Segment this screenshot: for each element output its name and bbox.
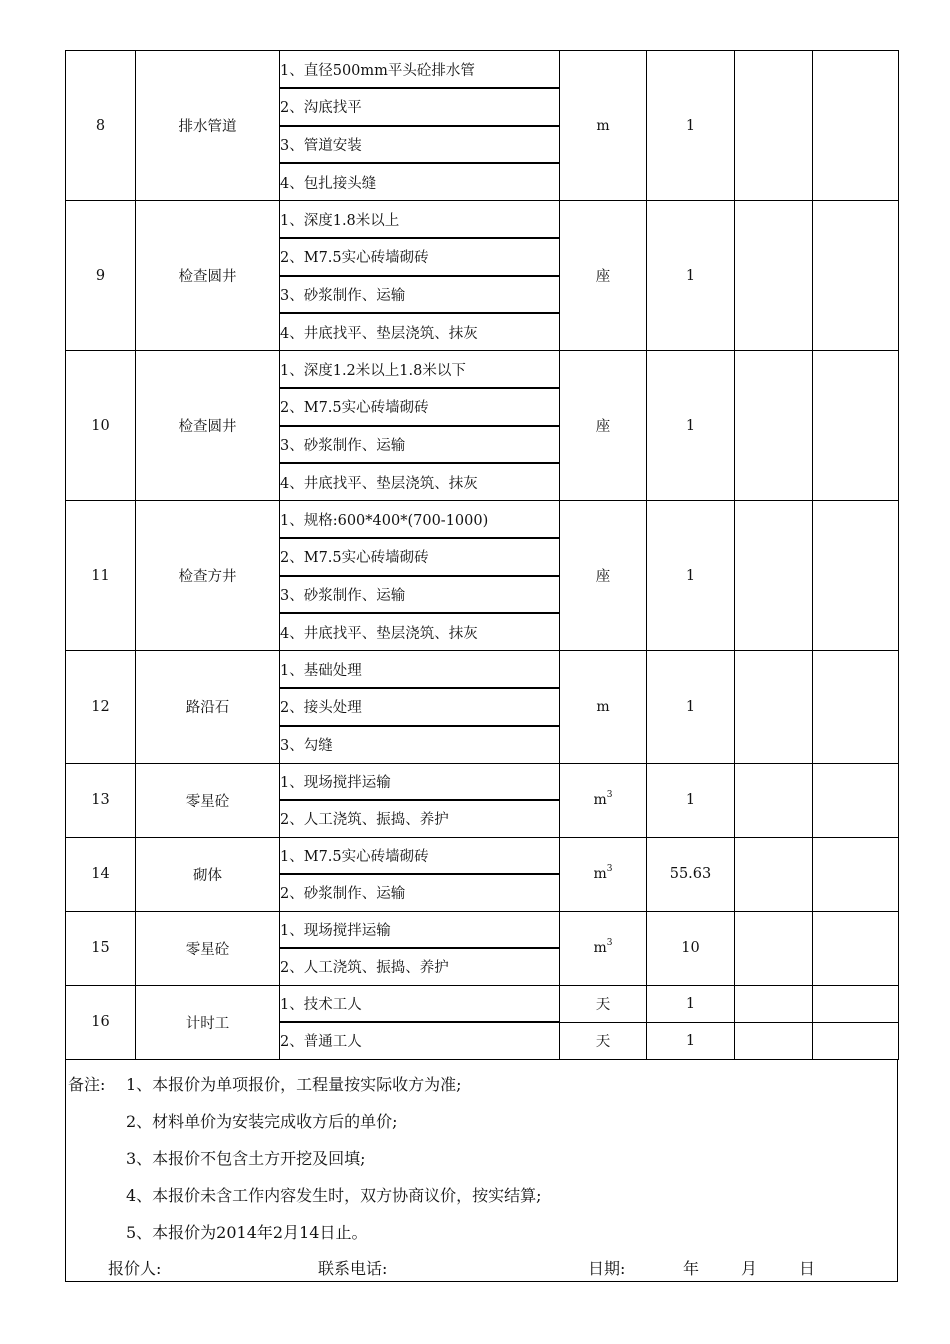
work-content: 2、砂浆制作、运输 xyxy=(280,874,560,911)
unit xyxy=(560,351,647,501)
item-name: 检查方井 xyxy=(136,501,280,651)
table-row xyxy=(66,837,899,874)
remark-line-2: 2、材料单价为安装完成收方后的单价; xyxy=(126,1111,398,1131)
work-content: 4、包扎接头缝 xyxy=(280,163,560,201)
remark-line-3: 3、本报价不包含土方开挖及回填; xyxy=(126,1148,366,1168)
table-row xyxy=(66,651,899,689)
work-content: 1、深度1.2米以上1.8米以下 xyxy=(280,351,560,389)
item-number: 9 xyxy=(66,201,136,351)
item-number: 13 xyxy=(66,763,136,837)
work-content: 3、砂浆制作、运输 xyxy=(280,576,560,614)
unit-superscript: 3 xyxy=(606,790,613,800)
work-content: 4、井底找平、垫层浇筑、抹灰 xyxy=(280,613,560,651)
table-row xyxy=(66,501,899,539)
item-number: 8 xyxy=(66,51,136,201)
unit xyxy=(560,837,647,911)
total-price-cell xyxy=(813,985,899,1022)
total-price-cell xyxy=(813,51,899,201)
total-price-cell xyxy=(813,351,899,501)
remark-line-1: 1、本报价为单项报价，工程量按实际收方为准; xyxy=(126,1074,462,1094)
work-content: 3、砂浆制作、运输 xyxy=(280,426,560,464)
total-price-cell xyxy=(813,501,899,651)
unit-price-cell xyxy=(735,985,813,1022)
total-price-cell xyxy=(813,201,899,351)
work-content: 1、规格:600*400*(700-1000) xyxy=(280,501,560,539)
quantity: 1 xyxy=(647,985,735,1022)
phone-label: 联系电话: xyxy=(318,1258,388,1278)
work-content: 1、M7.5实心砖墙砌砖 xyxy=(280,837,560,874)
date-month: 月 xyxy=(741,1258,758,1278)
table-row xyxy=(66,985,899,1022)
quantity: 1 xyxy=(647,51,735,201)
quantity: 55.63 xyxy=(647,837,735,911)
item-name: 路沿石 xyxy=(136,651,280,764)
work-content: 1、现场搅拌运输 xyxy=(280,763,560,800)
unit-text: m xyxy=(596,117,610,134)
unit-price-cell xyxy=(735,763,813,837)
unit-text: m xyxy=(593,940,607,956)
work-content: 1、基础处理 xyxy=(280,651,560,689)
item-name: 检查圆井 xyxy=(136,201,280,351)
item-number: 15 xyxy=(66,911,136,985)
unit-superscript: 3 xyxy=(606,864,613,874)
unit-price-cell xyxy=(735,201,813,351)
item-number: 14 xyxy=(66,837,136,911)
work-content: 2、人工浇筑、振捣、养护 xyxy=(280,948,560,985)
item-name: 排水管道 xyxy=(136,51,280,201)
quotation-sheet xyxy=(65,50,898,1282)
remarks-label: 备注: xyxy=(68,1074,106,1094)
item-number: 12 xyxy=(66,651,136,764)
quantity: 1 xyxy=(647,1022,735,1059)
work-content: 3、管道安装 xyxy=(280,126,560,164)
work-content: 1、深度1.8米以上 xyxy=(280,201,560,239)
unit-price-cell xyxy=(735,501,813,651)
unit-price-cell xyxy=(735,1022,813,1059)
unit xyxy=(560,651,647,764)
total-price-cell xyxy=(813,837,899,911)
work-content: 2、M7.5实心砖墙砌砖 xyxy=(280,238,560,276)
unit-text: 座 xyxy=(595,569,611,585)
table-row xyxy=(66,201,899,239)
work-content: 3、勾缝 xyxy=(280,726,560,764)
item-number: 16 xyxy=(66,985,136,1059)
work-content: 1、技术工人 xyxy=(280,985,560,1022)
quantity: 1 xyxy=(647,501,735,651)
total-price-cell xyxy=(813,911,899,985)
date-year: 年 xyxy=(683,1258,700,1278)
unit-price-cell xyxy=(735,651,813,764)
work-content: 3、砂浆制作、运输 xyxy=(280,276,560,314)
work-content: 4、井底找平、垫层浇筑、抹灰 xyxy=(280,313,560,351)
quotation-table xyxy=(65,50,899,1060)
work-content: 2、接头处理 xyxy=(280,688,560,726)
quantity: 1 xyxy=(647,351,735,501)
unit-price-cell xyxy=(735,837,813,911)
item-name: 检查圆井 xyxy=(136,351,280,501)
table-row xyxy=(66,911,899,948)
work-content: 2、人工浇筑、振捣、养护 xyxy=(280,800,560,837)
table-row xyxy=(66,51,899,89)
table-row xyxy=(66,763,899,800)
date-label: 日期: xyxy=(588,1258,626,1278)
unit-text: m xyxy=(593,792,607,808)
unit: 天 xyxy=(560,1022,647,1059)
quantity: 10 xyxy=(647,911,735,985)
quantity: 1 xyxy=(647,651,735,764)
work-content: 2、M7.5实心砖墙砌砖 xyxy=(280,388,560,426)
item-name: 计时工 xyxy=(136,985,280,1059)
quantity: 1 xyxy=(647,201,735,351)
remarks-section xyxy=(65,1060,898,1282)
total-price-cell xyxy=(813,651,899,764)
unit xyxy=(560,201,647,351)
total-price-cell xyxy=(813,763,899,837)
work-content: 2、普通工人 xyxy=(280,1022,560,1059)
unit xyxy=(560,51,647,201)
item-name: 砌体 xyxy=(136,837,280,911)
work-content: 1、现场搅拌运输 xyxy=(280,911,560,948)
unit-text: m xyxy=(596,698,610,715)
work-content: 2、M7.5实心砖墙砌砖 xyxy=(280,538,560,576)
work-content: 1、直径500mm平头砼排水管 xyxy=(280,51,560,89)
unit-price-cell xyxy=(735,911,813,985)
quoter-label: 报价人: xyxy=(108,1258,162,1278)
item-name: 零星砼 xyxy=(136,763,280,837)
date-day: 日 xyxy=(799,1258,816,1278)
remark-line-4: 4、本报价未含工作内容发生时，双方协商议价，按实结算; xyxy=(126,1185,542,1205)
unit-text: 座 xyxy=(595,419,611,435)
item-number: 11 xyxy=(66,501,136,651)
total-price-cell xyxy=(813,1022,899,1059)
work-content: 2、沟底找平 xyxy=(280,88,560,126)
unit-price-cell xyxy=(735,51,813,201)
unit xyxy=(560,763,647,837)
unit-superscript: 3 xyxy=(606,938,613,948)
unit xyxy=(560,501,647,651)
work-content: 4、井底找平、垫层浇筑、抹灰 xyxy=(280,463,560,501)
table-row xyxy=(66,351,899,389)
quantity: 1 xyxy=(647,763,735,837)
unit-price-cell xyxy=(735,351,813,501)
remark-line-5: 5、本报价为2014年2月14日止。 xyxy=(126,1222,368,1242)
item-number: 10 xyxy=(66,351,136,501)
unit: 天 xyxy=(560,985,647,1022)
quotation-table-body xyxy=(66,51,899,1060)
unit xyxy=(560,911,647,985)
unit-text: m xyxy=(593,866,607,882)
item-name: 零星砼 xyxy=(136,911,280,985)
unit-text: 座 xyxy=(595,269,611,285)
